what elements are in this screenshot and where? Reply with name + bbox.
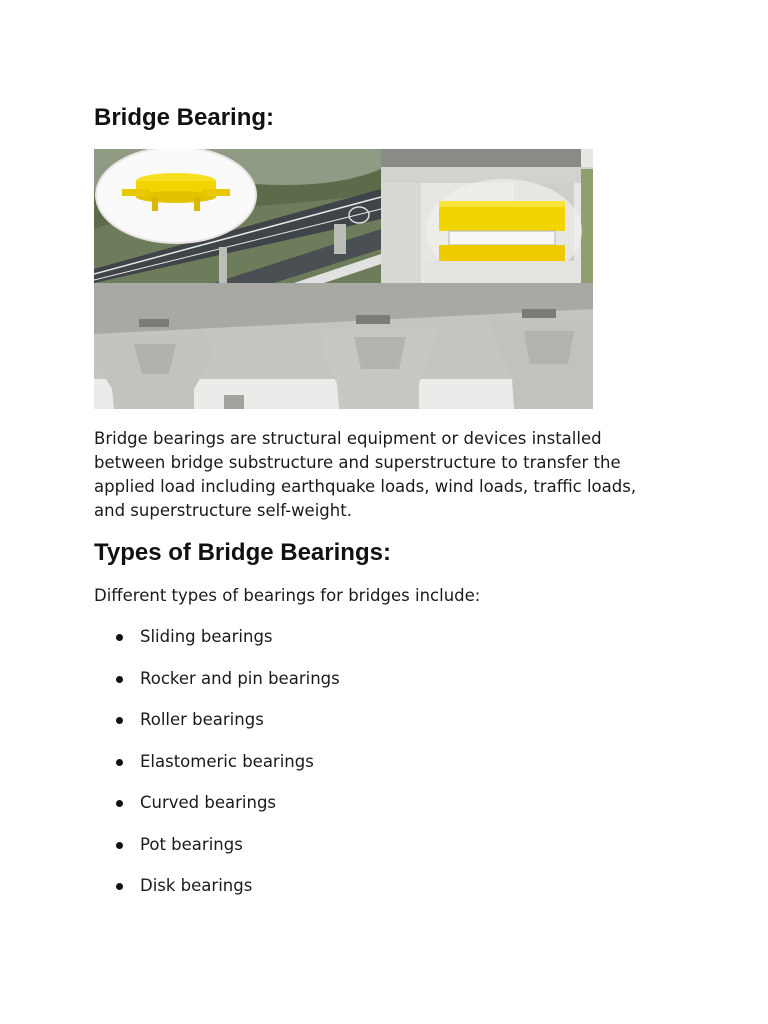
page-title: Bridge Bearing: xyxy=(94,104,275,131)
bullet-icon xyxy=(116,634,123,641)
document-page: Bridge Bearing: Bridge bearings are structural equipment or devices installed between bridge substructure and superstructure to transfer the applied load including earthquake loads, wind loads, traffic loads, and superstructure self-weight. Types of Bridge Bearings: Different types of bearings for bridges include: Sliding bearings Rocker and pin bearings Roller bearings Elastomeric bearings Curved bearings Pot bearings Disk bearings xyxy=(0,0,768,1024)
bullet-icon xyxy=(116,759,123,766)
bullet-icon xyxy=(116,676,123,683)
deck-underside-panel xyxy=(94,283,593,409)
bullet-icon xyxy=(116,883,123,890)
pier-bearing-panel xyxy=(381,149,593,283)
bullet-icon xyxy=(116,717,123,724)
highway-panel xyxy=(94,149,381,283)
bullet-icon xyxy=(116,842,123,849)
bridge-bearing-photo xyxy=(94,149,593,409)
intro-paragraph: Bridge bearings are structural equipment or devices installed between bridge substructure and superstructure to transfer the applied load including earthquake loads, wind loads, traffic loads, and superstructure self-weight. xyxy=(94,429,637,520)
types-heading: Types of Bridge Bearings: xyxy=(94,539,391,566)
types-intro: Different types of bearings for bridges include: xyxy=(94,586,481,605)
bullet-icon xyxy=(116,800,123,807)
